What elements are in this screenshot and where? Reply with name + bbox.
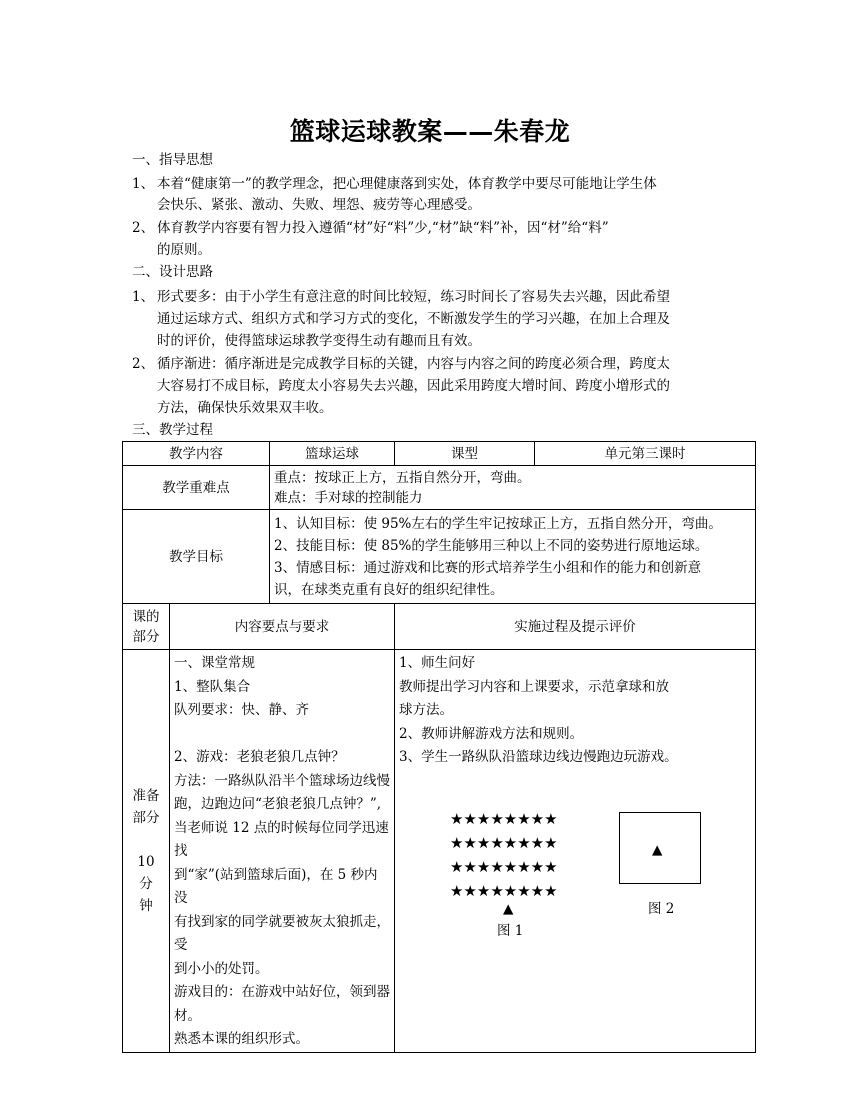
student-row: ★★★★★★★★ — [450, 834, 558, 852]
objective-line: 3、情感目标：通过游戏和比赛的形式培养学生小组和作的能力和创新意 — [274, 559, 702, 576]
content-line: 方法：一路纵队沿半个篮球场边线慢 — [174, 772, 390, 789]
table-row — [123, 442, 756, 466]
content-line: 到“家”(站到篮球后面)，在 5 秒内没 — [174, 866, 378, 906]
part-label: 课的 — [132, 608, 160, 625]
part-label: 钟 — [139, 897, 153, 914]
document-title: 篮球运球教案——朱春龙 — [289, 117, 571, 146]
paragraph-line: 体育教学内容要有智力投入遵循“材”好“料”少,“材”缺“料”补，因“材”给“料” — [157, 220, 609, 236]
section-heading: 二、设计思路 — [132, 264, 213, 280]
table-cell — [123, 650, 170, 1053]
process-line: 教师提出学习内容和上课要求，示范拿球和放 — [399, 678, 669, 695]
student-row: ★★★★★★★★ — [450, 810, 558, 828]
paragraph-line: 时的评价，使得篮球运球教学变得生动有趣而且有效。 — [157, 333, 481, 349]
paragraph-line: 大容易打不成目标，跨度太小容易失去兴趣，因此采用跨度大增时间、跨度小增形式的 — [157, 378, 670, 394]
student-row: ★★★★★★★★ — [450, 858, 558, 876]
student-row: ★★★★★★★★ — [450, 882, 558, 900]
lesson-table — [122, 441, 756, 1053]
section-heading: 一、指导思想 — [132, 152, 213, 168]
item-number: 2、 — [132, 356, 155, 372]
table-cell: 实施过程及提示评价 — [395, 604, 756, 650]
paragraph-line: 方法，确保快乐效果双丰收。 — [157, 400, 333, 416]
table-row — [123, 510, 756, 604]
objective-line: 2、技能目标：使 85%的学生能够用三种以上不同的姿势进行原地运球。 — [274, 537, 709, 554]
item-number: 2、 — [132, 220, 155, 236]
content-line — [174, 723, 390, 747]
table-cell: 单元第三课时 — [535, 442, 756, 466]
table-cell — [270, 510, 756, 604]
table-cell: 教学重难点 — [123, 466, 270, 510]
content-line: 到小小的处罚。 — [174, 960, 269, 977]
table-cell: 课型 — [395, 442, 535, 466]
figure-caption: 图 1 — [497, 923, 524, 939]
table-cell: 教学内容 — [123, 442, 270, 466]
table-cell — [270, 466, 756, 510]
content-line: 当老师说 12 点的时候每位同学迅速找 — [174, 819, 389, 859]
content-line: 游戏目的：在游戏中站好位，领到器材。 — [174, 984, 390, 1024]
content-line: 熟悉本课的组织形式。 — [174, 1031, 309, 1047]
table-row — [123, 604, 756, 650]
table-cell — [170, 650, 395, 1053]
part-label: 10 — [137, 853, 155, 870]
teacher-triangle-icon: ▲ — [652, 842, 663, 858]
paragraph-line: 通过运球方式、组织方式和学习方式的变化，不断激发学生的学习兴趣，在加上合理及 — [157, 311, 670, 327]
content-line: 一、课堂常规 — [174, 655, 255, 671]
difficult-point: 难点：手对球的控制能力 — [274, 489, 423, 506]
paragraph-line: 的原则。 — [157, 242, 211, 258]
content-line: 2、游戏：老狼老狼几点钟？ — [174, 749, 345, 765]
content-line: 跑，边跑边问“老狼老狼几点钟？”, — [174, 796, 382, 812]
key-point: 重点：按球正上方，五指自然分开，弯曲。 — [274, 469, 531, 486]
process-line: 3、学生一路纵队沿篮球边线边慢跑边玩游戏。 — [399, 749, 678, 765]
paragraph-line: 本着“健康第一”的教学理念，把心理健康落到实处，体育教学中要尽可能地让学生体 — [157, 176, 657, 192]
objective-line: 识，在球类克重有良好的组织纪律性。 — [274, 581, 504, 598]
part-label: 分 — [139, 875, 153, 892]
table-cell — [123, 604, 170, 650]
content-line: 1、整队集合 — [174, 678, 251, 695]
part-label: 部分 — [132, 809, 160, 826]
table-row — [123, 466, 756, 510]
process-line: 球方法。 — [399, 702, 453, 718]
objective-line: 1、认知目标：使 95%左右的学生牢记按球正上方，五指自然分开，弯曲。 — [274, 515, 722, 532]
item-number: 1、 — [132, 176, 155, 192]
process-line: 1、师生问好 — [399, 655, 476, 671]
paragraph-line: 形式要多：由于小学生有意注意的时间比较短，练习时间长了容易失去兴趣，因此希望 — [157, 289, 670, 305]
paragraph-line: 会快乐、紧张、激动、失败、埋怨、疲劳等心理感受。 — [157, 197, 481, 213]
table-cell: 内容要点与要求 — [170, 604, 395, 650]
table-cell — [395, 650, 756, 1053]
paragraph-line: 循序渐进：循序渐进是完成教学目标的关键，内容与内容之间的跨度必须合理，跨度太 — [157, 356, 670, 372]
item-number: 1、 — [132, 289, 155, 305]
table-cell: 篮球运球 — [270, 442, 395, 466]
table-cell: 教学目标 — [123, 510, 270, 604]
part-label: 准备 — [132, 787, 160, 804]
content-line: 有找到家的同学就要被灰太狼抓走，受 — [174, 913, 390, 953]
figure-caption: 图 2 — [648, 901, 675, 917]
part-label: 部分 — [132, 628, 160, 645]
section-heading: 三、教学过程 — [132, 422, 213, 438]
process-line: 2、教师讲解游戏方法和规则。 — [399, 725, 584, 742]
part-label — [127, 829, 165, 851]
content-line: 队列要求：快、静、齐 — [174, 702, 309, 718]
teacher-triangle-icon: ▲ — [503, 901, 514, 917]
